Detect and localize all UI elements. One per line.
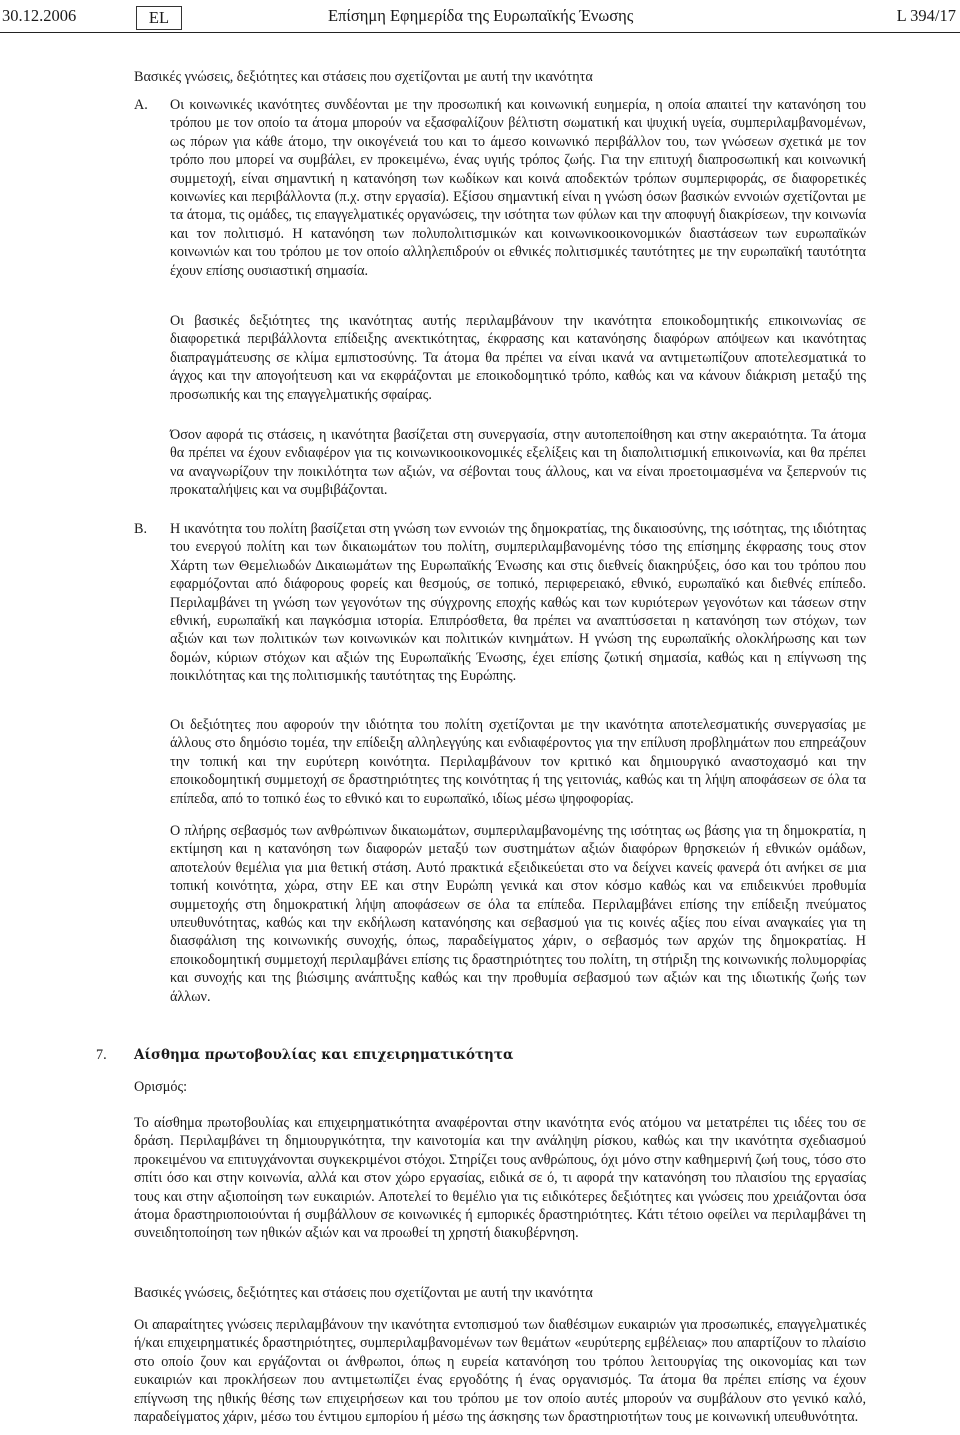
intro-heading: Βασικές γνώσεις, δεξιότητες και στάσεις που σχετίζονται με αυτή την ικανότητα [134, 69, 593, 85]
section-7-heading: Βασικές γνώσεις, δεξιότητες και στάσεις που σχετίζονται με αυτή την ικανότητα [134, 1285, 593, 1301]
language-badge: EL [136, 6, 182, 30]
section-a-paragraph-1: Οι κοινωνικές ικανότητες συνδέονται με την προσωπική και κοινωνική ευημερία, η οποία απαιτεί την κατανόηση του τρόπου με τον οποίο τα άτομα μπορούν να εξασφαλίζουν βέλτιστη σωματική και ψυχική υγεία, συμπεριλαμβανομένων, ως πόρων για κάθε άτομο, την οικογένειά του και το άμεσο κοινωνικό περιβάλλον του, των γνώσεων σχετικά με τον τρόπο που μπορεί να συμβάλει, εν προκειμένω, ένας υγιής τρόπος ζωής. Για την επιτυχή διαπροσωπική και κοινωνική συμμετοχή, είναι σημαντική η κατανόηση των κωδίκων και κοινά αποδεκτών τρόπων συμπεριφοράς, σε διαφορετικές κοινωνίες και περιβάλλοντα (π.χ. στην εργασία). Εξίσου σημαντική είναι η γνώση όσων βασικών εννοιών σχετίζονται με τα άτομα, τις ομάδες, τις επαγγελματικές οργανώσεις, την ισότητα των φύλων και την αποφυγή διακρίσεων, την κοινωνία και τον πολιτισμό. Η κατανόηση των πολυπολιτισμικών και κοινωνικοοικονομικών διαστάσεων των ευρωπαϊκών κοινωνιών και του τρόπου με τον οποίο αλληλεπιδρούν οι εθνικές πολιτισμικές ταυτότητες με την ευρωπαϊκή ταυτότητα έχουν επίσης ουσιαστική σημασία. [170, 97, 866, 279]
section-b-paragraph-3: Ο πλήρης σεβασμός των ανθρώπινων δικαιωμάτων, συμπεριλαμβανομένης της ισότητας ως βάσης για τη δημοκρατία, η εκτίμηση και η κατανόηση των διαφορών μεταξύ των συστημάτων αξιών διαφόρων θρησκειών ή εθνικών ομάδων, αποτελούν θεμέλια για μια θετική στάση. Αυτό πρακτικά εξειδικεύεται στο να δείχνει κανείς φανερά ότι ανήκει σε μια τοπική κοινότητα, χώρα, στην ΕΕ και στην Ευρώπη γενικά και στον κόσμο καθώς και να επιδεικνύει προθυμία συμμετοχής στη δημοκρατική λήψη αποφάσεων σε όλα τα επίπεδα. Περιλαμβάνει επίσης την επίδειξη πνεύματος υπευθυνότητας, καθώς και την εκδήλωση κατανόησης και σεβασμού για τις κοινές αξίες που είναι αναγκαίες για τη διασφάλιση της κοινωνικής συνοχής, όπως, παραδείγματος χάριν, ο σεβασμός των αρχών της δημοκρατίας. Η εποικοδομητική συμμετοχή περιλαμβάνει επίσης τις δραστηριότητες του πολίτη, τη στήριξη της κοινωνικής πολυμορφίας και συνοχής και της βιώσιμης ανάπτυξης καθώς και την προθυμία σεβασμού των αξιών και της ιδιωτικής ζωής των άλλων. [170, 823, 866, 1005]
section-7-number: 7. [96, 1047, 107, 1063]
section-b-label: Β. [134, 521, 148, 537]
section-7-definition: Το αίσθημα πρωτοβουλίας και επιχειρηματικότητα αναφέρονται στην ικανότητα ενός ατόμου να μετατρέπει τις ιδέες του σε δράση. Περιλαμβάνει τη δημιουργικότητα, την καινοτομία και την ανάληψη ρίσκου, καθώς και την ικανότητα σχεδιασμού προκειμένου να επιτυγχάνονται συγκεκριμένοι στόχοι. Στηρίζει τους ανθρώπους, όχι μόνο στην καθημερινή ζωή τους, τόσο στο σπίτι όσο και στην κοινωνία, αλλά και στον χώρο εργασίας, ειδικά σε ό, τι αφορά την κατανόηση του πλαισίου της εργασίας τους και στην αξιοποίηση των ευκαιριών. Αποτελεί το θεμέλιο για τις ειδικότερες δεξιότητες και γνώσεις που χρειάζονται όσα άτομα δραστηριοποιούνται ή συμβάλλουν σε κοινωνικές ή εμπορικές δραστηριότητες. Κάτι τέτοιο οφείλει να περιλαμβάνει τη συνειδητοποίηση των ηθικών αξιών και να προωθεί τη χρηστή διακυβέρνηση. [134, 1115, 866, 1242]
header-date: 30.12.2006 [2, 6, 77, 25]
section-a-paragraph-3: Όσον αφορά τις στάσεις, η ικανότητα βασίζεται στη συνεργασία, στην αυτοπεποίθηση και στην ακεραιότητα. Τα άτομα θα πρέπει να έχουν ενδιαφέρον για τις κοινωνικοοικονομικές εξελίξεις και τη διαπολιτισμική επικοινωνία, και θα πρέπει να αναγνωρίζουν την ποικιλότητα των αξιών, να σέβονται τους άλλους, και να είναι προετοιμασμένα να ξεπερνούν τις προκαταλήψεις και να συμβιβάζονται. [170, 427, 866, 499]
header-rule [0, 32, 960, 33]
journal-title: Επίσημη Εφημερίδα της Ευρωπαϊκής Ένωσης [328, 6, 634, 25]
page-number: L 394/17 [896, 6, 956, 25]
section-a-paragraph-2: Οι βασικές δεξιότητες της ικανότητας αυτής περιλαμβάνουν την ικανότητα εποικοδομητικής επικοινωνίας σε διαφορετικά περιβάλλοντα επίδειξης ανεκτικότητας, έκφρασης και κατανόησης διαφόρων απόψεων και ικανότητας διαπραγμάτευσης σε κλίμα εμπιστοσύνης. Τα άτομα θα πρέπει να είναι ικανά να αντιμετωπίζουν αποτελεσματικά το άγχος και την απογοήτευση και να εκφράζονται με εποικοδομητικό τρόπο, καθώς και να κάνουν διάκριση μεταξύ της προσωπικής και της επαγγελματικής σφαίρας. [170, 313, 866, 403]
section-b-paragraph-2: Οι δεξιότητες που αφορούν την ιδιότητα του πολίτη σχετίζονται με την ικανότητα αποτελεσματικής συνεργασίας με άλλους στο δημόσιο τομέα, την επίδειξη αλληλεγγύης και ενδιαφέροντος για την επίλυση προβλημάτων που επηρεάζουν την τοπική και την ευρύτερη κοινότητα. Περιλαμβάνουν τον κριτικό και δημιουργικό αναστοχασμό και την εποικοδομητική συμμετοχή σε δραστηριότητες της κοινότητας ή της γειτονιάς, καθώς και τη λήψη αποφάσεων σε όλα τα επίπεδα, από το τοπικό έως το εθνικό και το ευρωπαϊκό, ιδίως μέσω ψηφοφορίας. [170, 717, 866, 807]
section-7-paragraph-2: Οι απαραίτητες γνώσεις περιλαμβάνουν την ικανότητα εντοπισμού των διαθέσιμων ευκαιριών για προσωπικές, επαγγελματικές ή/και επιχειρηματικές δραστηριότητες, συμπεριλαμβανομένων των θεμάτων «ευρύτερης εμβέλειας» που απαρτίζουν το πλαίσιο στο οποίο ζουν και εργάζονται οι άνθρωποι, όπως η ευρεία κατανόηση του τρόπου λειτουργίας της οικονομίας και των ευκαιριών και προκλήσεων που αντιμετωπίζει ένας εργοδότης ή ένας οργανισμός. Τα άτομα θα πρέπει επίσης να έχουν επίγνωση της ηθικής θέσης των επιχειρήσεων και του τρόπου με τον οποίο αυτές μπορούν να συμβάλουν στο γενικό καλό, παραδείγματος χάριν, μέσω του έντιμου εμπορίου ή μέσω της άσκησης των δραστηριοτήτων τους με κοινωνική υπευθυνότητα. [134, 1317, 866, 1426]
section-7-title: Αίσθημα πρωτοβουλίας και επιχειρηματικότητα [134, 1047, 514, 1063]
definition-label: Ορισμός: [134, 1079, 188, 1095]
section-b-paragraph-1: Η ικανότητα του πολίτη βασίζεται στη γνώση των εννοιών της δημοκρατίας, της δικαιοσύνης, της ισότητας, της ιδιότητας του ενεργού πολίτη και των δικαιωμάτων του πολίτη, συμπεριλαμβανομένης τόσο της επίσημης έκφρασης τους στον Χάρτη των Θεμελιωδών Δικαιωμάτων της Ευρωπαϊκής Ένωσης και στις διεθνείς διακηρύξεις, όσο και του τρόπου που εφαρμόζονται από διάφορους φορείς και θεσμούς, σε τοπικό, περιφερειακό, εθνικό, ευρωπαϊκό και διεθνές επίπεδο. Περιλαμβάνει τη γνώση των γεγονότων της σύγχρονης εποχής καθώς και των κυριότερων γεγονότων και τάσεων στην εθνική, ευρωπαϊκή και παγκόσμια ιστορία. Επιπρόσθετα, θα πρέπει να αναπτύσσεται η κατανόηση των στόχων, των αξιών και των πολιτικών των κοινωνικών και πολιτικών κινημάτων. Η γνώση της ευρωπαϊκής ολοκλήρωσης και των δομών, κύριων στόχων και αξιών της Ευρωπαϊκής Ένωσης, έχει επίσης ζωτική σημασία, καθώς και η επίγνωση της ποικιλότητας και της πολιτισμικής ταυτότητας της Ευρώπης. [170, 521, 866, 685]
section-a-label: Α. [134, 97, 148, 113]
